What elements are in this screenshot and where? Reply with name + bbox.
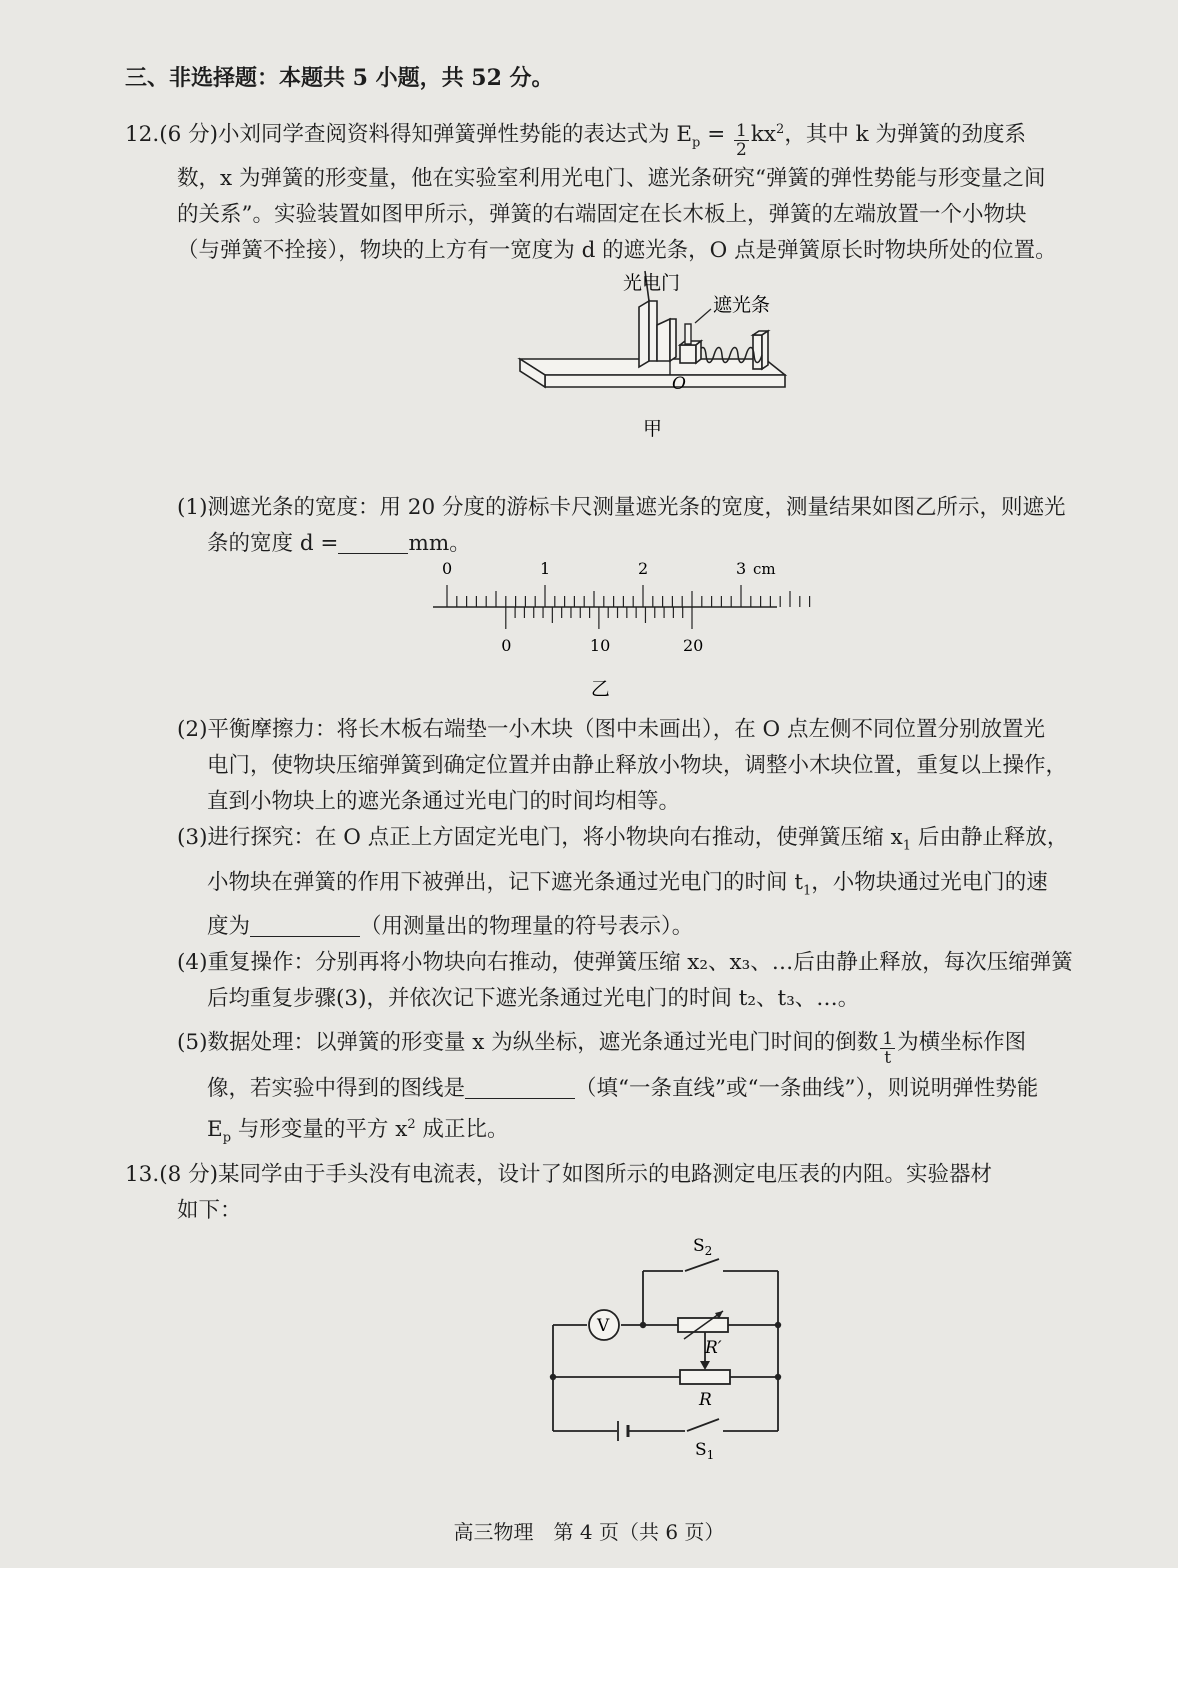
q12-p5-line1 bbox=[125, 1025, 1125, 1067]
label-photogate: 光电门 bbox=[623, 272, 681, 295]
q12-number: 12. bbox=[125, 122, 160, 148]
q12-p4-line2: 后均重复步骤(3)，并依次记下遮光条通过光电门的时间 t₂、t₃、…。 bbox=[207, 986, 860, 1012]
rheostat-r bbox=[680, 1370, 730, 1384]
q12-stem-line3: 的关系”。实验装置如图甲所示，弹簧的右端固定在长木板上，弹簧的左端放置一个小物块 bbox=[177, 202, 1027, 228]
label-r: R bbox=[699, 1389, 712, 1410]
slider-arrow-icon bbox=[700, 1361, 710, 1370]
superscript: 2 bbox=[776, 122, 785, 137]
p5-text: E bbox=[207, 1117, 223, 1143]
q12-p2-line3: 直到小物块上的遮光条通过光电门的时间均相等。 bbox=[207, 789, 681, 815]
q13-stem-line1 bbox=[125, 1157, 1125, 1193]
label-shading-strip: 遮光条 bbox=[713, 294, 771, 317]
caption-jia: 甲 bbox=[643, 418, 663, 441]
p5-text: 像，若实验中得到的图线是 bbox=[207, 1076, 466, 1102]
equals: = bbox=[700, 122, 733, 148]
right-stopper bbox=[753, 331, 768, 369]
label-o: O bbox=[672, 374, 686, 395]
p5-text-tail: 为横坐标作图 bbox=[897, 1030, 1027, 1056]
q12-score: (6 分) bbox=[159, 122, 218, 148]
q12-p4-line1: (4)重复操作：分别再将小物块向右推动，使弹簧压缩 x₂、x₃、…后由静止释放，每次压缩弹簧 bbox=[177, 950, 1073, 976]
q12-stem-text: 小刘同学查阅资料得知弹簧弹性势能的表达式为 E bbox=[218, 122, 693, 148]
q12-stem-text-tail: ，其中 k 为弹簧的劲度系 bbox=[784, 122, 1027, 148]
p3-text: 度为 bbox=[207, 914, 251, 940]
main-scale-unit: cm bbox=[753, 562, 776, 579]
circuit-wires bbox=[553, 1259, 778, 1431]
superscript: 2 bbox=[407, 1117, 416, 1133]
fraction-half bbox=[734, 122, 749, 159]
q13-score: (8 分) bbox=[159, 1161, 218, 1187]
p3-text-tail: （用测量出的物理量的符号表示）。 bbox=[360, 914, 694, 940]
p1-unit: mm。 bbox=[408, 531, 471, 557]
fraction-one-over-t bbox=[880, 1030, 895, 1067]
p5-text-mid: 与形变量的平方 x bbox=[231, 1117, 408, 1143]
p1-text: 条的宽度 d = bbox=[207, 531, 339, 557]
label-s1-letter: S bbox=[695, 1439, 707, 1459]
junction-dot bbox=[775, 1373, 781, 1379]
p3-text-tail: ，小物块通过光电门的速 bbox=[811, 869, 1048, 895]
fraction-numerator: 1 bbox=[736, 121, 747, 142]
junction-dot bbox=[775, 1321, 781, 1327]
main-scale-label: 2 bbox=[638, 562, 649, 579]
p5-text-tail: 成正比。 bbox=[415, 1117, 509, 1143]
q12-p2-line1: (2)平衡摩擦力：将长木板右端垫一小木块（图中未画出），在 O 点左侧不同位置分别放置光 bbox=[177, 717, 1046, 743]
subscript: p bbox=[222, 1130, 232, 1146]
answer-blank-graph[interactable] bbox=[465, 1074, 575, 1099]
subscript: 1 bbox=[802, 883, 812, 899]
q12-stem-line2: 数，x 为弹簧的形变量，他在实验室利用光电门、遮光条研究“弹簧的弹性势能与形变量之间 bbox=[177, 166, 1046, 192]
shading-strip bbox=[685, 324, 691, 344]
p3-text: (3)进行探究：在 O 点正上方固定光电门，将小物块向右推动，使弹簧压缩 x bbox=[177, 825, 903, 851]
main-scale-label: 0 bbox=[442, 562, 453, 579]
figure-jia bbox=[125, 269, 1125, 494]
main-scale-label: 1 bbox=[540, 562, 551, 579]
answer-blank-velocity[interactable] bbox=[250, 912, 360, 937]
main-scale-label: 3 bbox=[736, 562, 747, 579]
vernier-caliper bbox=[125, 562, 1125, 710]
page-footer: 高三物理 第 4 页（共 6 页） bbox=[453, 1520, 725, 1544]
p3-text-tail: 后由静止释放， bbox=[911, 825, 1069, 851]
content bbox=[125, 58, 1125, 1459]
label-s1 bbox=[695, 1440, 714, 1459]
p5-text: (5)数据处理：以弹簧的形变量 x 为纵坐标，遮光条通过光电门时间的倒数 bbox=[177, 1030, 879, 1056]
formula-kx: kx bbox=[750, 122, 777, 148]
q13-stem-line2: 如下： bbox=[177, 1197, 242, 1223]
q12-p2-line2: 电门，使物块压缩弹簧到确定位置并由静止释放小物块，调整小木块位置，重复以上操作， bbox=[207, 753, 1068, 779]
q12-p3-line2 bbox=[125, 865, 1125, 909]
label-s2 bbox=[693, 1236, 712, 1258]
strip-pointer bbox=[695, 309, 711, 323]
q12-p5-line3 bbox=[125, 1107, 1125, 1156]
q12-stem-line4: （与弹簧不拴接），物块的上方有一宽度为 d 的遮光条，O 点是弹簧原长时物块所处的位置。 bbox=[177, 238, 1057, 264]
label-s2-sub: 2 bbox=[704, 1243, 713, 1258]
fraction-denominator: t bbox=[884, 1048, 892, 1069]
long-board bbox=[520, 359, 785, 387]
q13-number: 13. bbox=[125, 1161, 160, 1187]
q12-p1-line1: (1)测遮光条的宽度：用 20 分度的游标卡尺测量遮光条的宽度，测量结果如图乙所示，则遮光 bbox=[177, 495, 1066, 521]
q12-p1-line2 bbox=[125, 526, 1125, 562]
q12-stem-line1 bbox=[125, 112, 1125, 161]
voltmeter-label: V bbox=[597, 1315, 610, 1336]
fraction-denominator: 2 bbox=[736, 140, 747, 161]
p5-text-tail: （填“一条直线”或“一条曲线”），则说明弹性势能 bbox=[575, 1076, 1039, 1102]
caption-yi: 乙 bbox=[590, 678, 610, 701]
q12-p3-line3 bbox=[125, 909, 1125, 945]
answer-blank-width[interactable] bbox=[338, 529, 408, 554]
junction-dot bbox=[550, 1373, 556, 1379]
subscript: p bbox=[692, 135, 701, 151]
p3-text: 小物块在弹簧的作用下被弹出，记下遮光条通过光电门的时间 t bbox=[207, 869, 803, 895]
figure-jia-drawing bbox=[125, 269, 1125, 494]
junction-dot bbox=[640, 1321, 646, 1327]
figure-circuit bbox=[125, 1229, 1125, 1459]
circuit-diagram bbox=[125, 1229, 1125, 1459]
vernier-scale-label: 0 bbox=[501, 636, 512, 656]
fraction-numerator: 1 bbox=[882, 1029, 894, 1050]
q13-stem-text: 某同学由于手头没有电流表，设计了如图所示的电路测定电压表的内阻。实验器材 bbox=[218, 1161, 993, 1187]
label-s1-sub: 1 bbox=[706, 1447, 715, 1459]
figure-yi bbox=[125, 562, 1125, 710]
subscript: 1 bbox=[902, 838, 911, 854]
section-title: 三、非选择题：本题共 5 小题，共 52 分。 bbox=[125, 65, 554, 91]
vernier-scale-label: 10 bbox=[589, 636, 611, 656]
q12-p3-line1 bbox=[125, 820, 1125, 864]
label-r-prime: R′ bbox=[705, 1337, 722, 1358]
q12-p5-line2 bbox=[125, 1071, 1125, 1107]
label-s2-letter: S bbox=[693, 1235, 705, 1256]
vernier-scale-label: 20 bbox=[683, 636, 704, 656]
